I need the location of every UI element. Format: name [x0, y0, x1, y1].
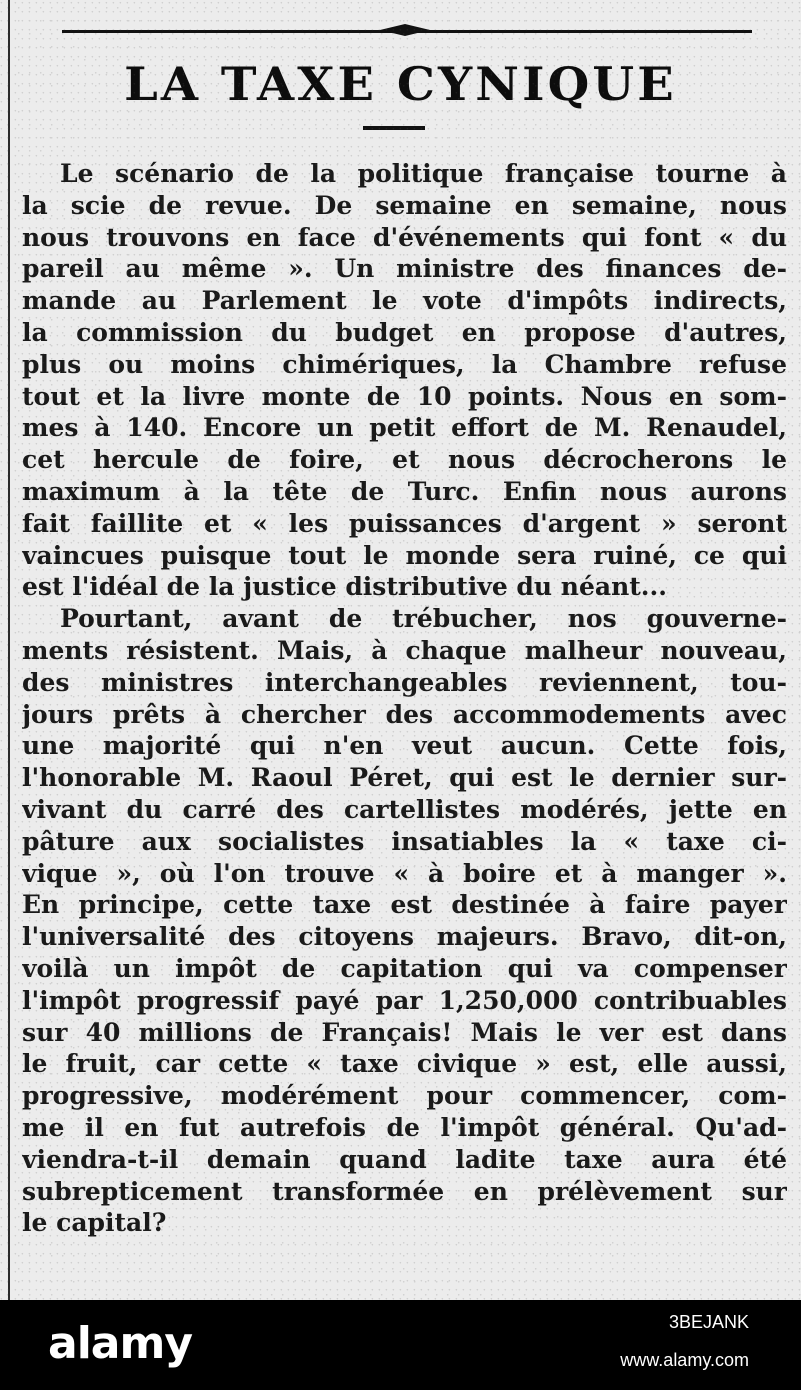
article-line: une majorité qui n'en veut aucun. Cette fois,	[22, 731, 787, 761]
watermark-image-id: 3BEJANK	[668, 1312, 749, 1332]
article-line: Le scénario de la politique française tourne à	[60, 159, 787, 188]
article-line: vivant du carré des cartellistes modérés, jette en	[22, 794, 787, 824]
article-line: viendra-t-il demain quand ladite taxe aura été	[22, 1144, 787, 1174]
article-line: l'honorable M. Raoul Péret, qui est le dernier sur-	[22, 763, 787, 793]
article-line: Pourtant, avant de trébucher, nos gouverne-	[60, 604, 787, 634]
article-line: mes à 140. Encore un petit effort de M. Renaudel,	[22, 413, 787, 443]
article-line: la commission du budget en propose d'autres,	[22, 317, 787, 347]
article-body	[22, 158, 787, 1239]
article-line: des ministres interchangeables reviennent, tou-	[22, 667, 787, 697]
article-line: l'universalité des citoyens majeurs. Bravo, dit-on,	[22, 922, 787, 952]
column-rule	[8, 0, 10, 1300]
article-line: le capital?	[22, 1208, 167, 1238]
article-line: l'impôt progressif payé par 1,250,000 contribuables	[22, 985, 787, 1015]
watermark-logo: alamy	[48, 1318, 192, 1369]
article-line: maximum à la tête de Turc. Enfin nous aurons	[22, 476, 787, 506]
article-line: plus ou moins chimériques, la Chambre refuse	[22, 349, 787, 379]
headline-rule	[363, 126, 425, 130]
watermark-url: www.alamy.com	[620, 1350, 749, 1370]
article-line: voilà un impôt de capitation qui va compenser	[22, 953, 787, 983]
article-line: fait faillite et « les puissances d'argent » seront	[22, 508, 787, 538]
article-line: vaincues puisque tout le monde sera ruiné, ce qui	[22, 540, 787, 570]
article-line: jours prêts à chercher des accommodements avec	[22, 699, 787, 729]
article-line: nous trouvons en face d'événements qui font « du	[22, 222, 787, 252]
article-line: ments résistent. Mais, à chaque malheur nouveau,	[22, 635, 787, 665]
rule-ornament-icon	[380, 23, 430, 37]
article-line: pareil au même ». Un ministre des finances de-	[22, 254, 787, 284]
article-line: sur 40 millions de Français! Mais le ver est dans	[22, 1017, 787, 1047]
article-line: la scie de revue. De semaine en semaine, nous	[22, 190, 787, 220]
article-line: le fruit, car cette « taxe civique » est, elle aussi,	[22, 1049, 787, 1079]
article-line: progressive, modérément pour commencer, com-	[22, 1081, 787, 1111]
article-line: mande au Parlement le vote d'impôts indirects,	[22, 286, 787, 316]
article-line: est l'idéal de la justice distributive du néant...	[22, 572, 667, 602]
headline: LA TAXE CYNIQUE	[124, 57, 677, 111]
watermark-bar	[0, 1300, 801, 1390]
article-line: vique », où l'on trouve « à boire et à manger ».	[22, 858, 787, 888]
article-line: En principe, cette taxe est destinée à faire payer	[22, 890, 787, 920]
article-line: subrepticement transformée en prélèvement sur	[22, 1176, 787, 1206]
article-line: cet hercule de foire, et nous décrocherons le	[22, 445, 787, 475]
article-line: me il en fut autrefois de l'impôt général. Qu'ad-	[22, 1112, 787, 1142]
article-line: pâture aux socialistes insatiables la « taxe ci-	[22, 826, 787, 856]
article-line: tout et la livre monte de 10 points. Nous en som-	[22, 381, 787, 411]
